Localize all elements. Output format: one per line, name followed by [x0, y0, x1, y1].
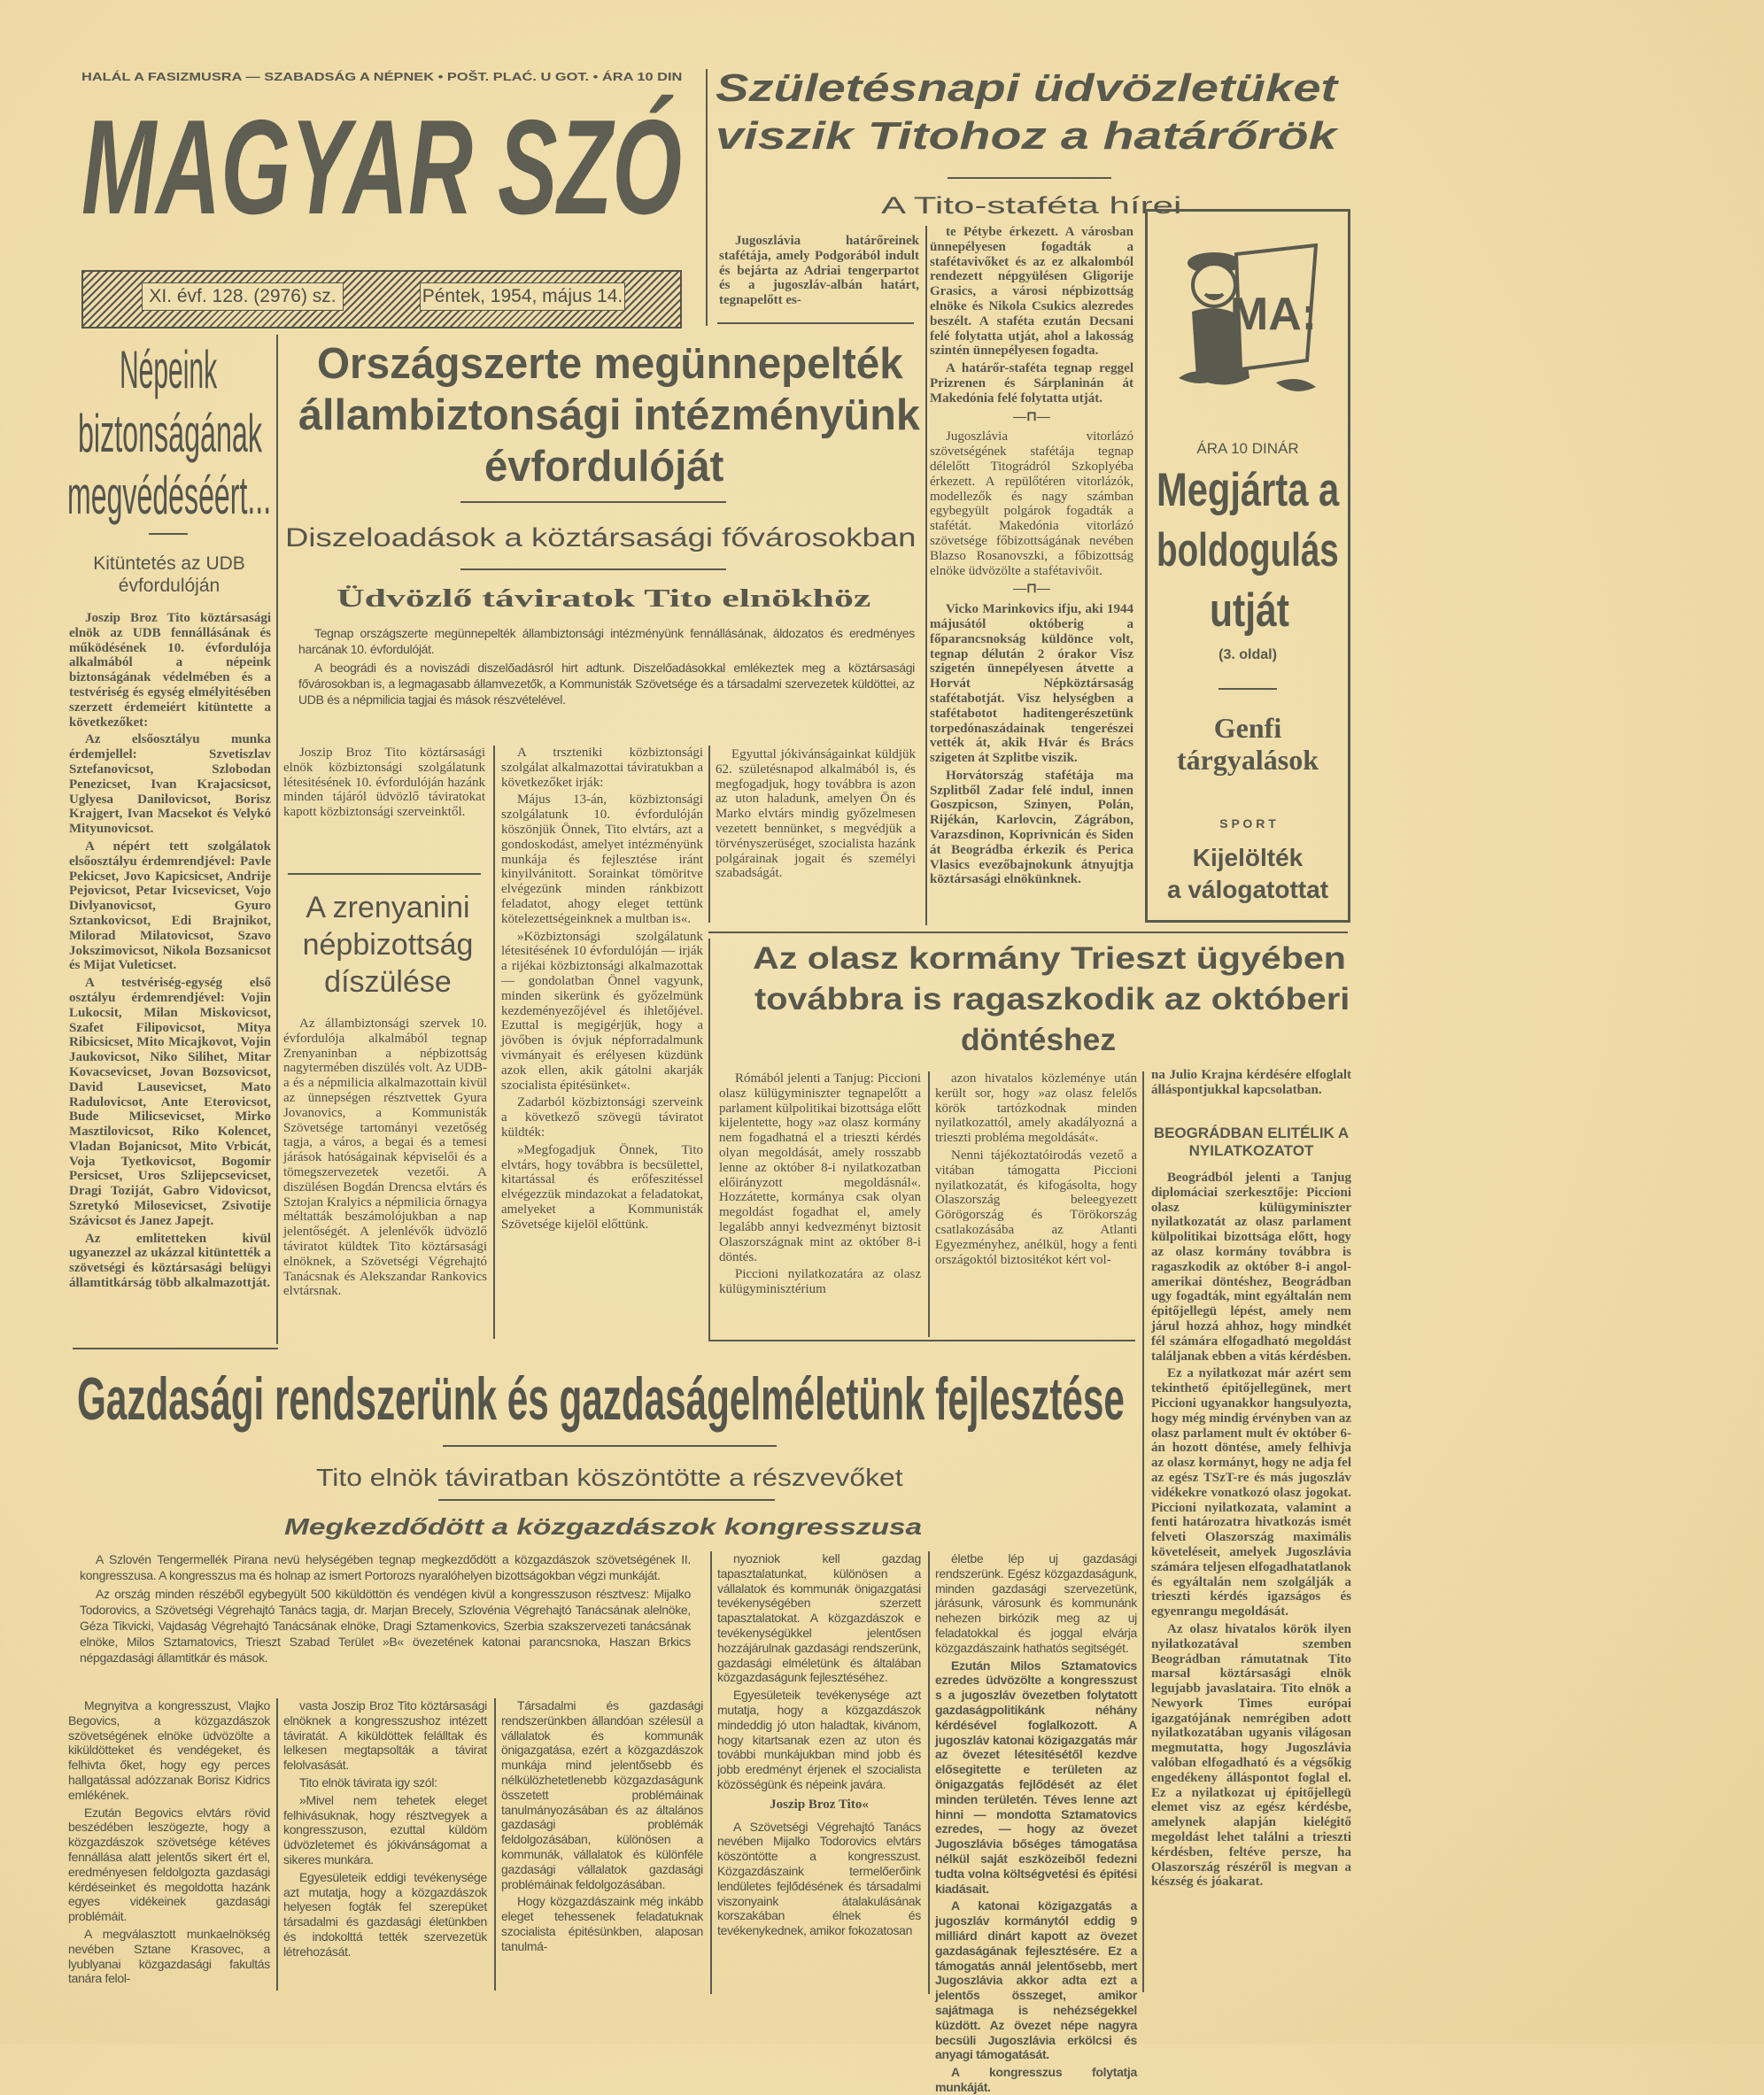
econ-col2: [283, 1698, 487, 1991]
divider: [149, 533, 188, 535]
divider: [438, 1499, 775, 1501]
econ-col1: [68, 1698, 270, 1991]
top-subhead: A Tito-staféta hírei: [881, 192, 1182, 219]
paragraph: A trszteniki közbiztonsági szolgálat alkalmazottai táviratukban a következőket irják:: [501, 746, 703, 790]
stafeta-col2: [930, 225, 1133, 924]
awards-article: [69, 611, 271, 1342]
column-rule: [928, 1551, 930, 1994]
paragraph: Tegnap országszerte megünnepelték állambiztonsági intézményünk fennállásának, áldozatos és eredményes harcának 10. évfordulóját.: [298, 626, 915, 656]
column-rule: [494, 1698, 496, 1991]
sport-section-label: S P O R T: [1219, 816, 1276, 831]
paragraph: Az emlitetteken kivül ugyanezzel az ukázzal kitüntették a szövetségi és köztársasági belügyi államtitkárság több alkalmazottját.: [69, 1231, 271, 1291]
paragraph: azon hivatalos közleménye után került sor, hogy »az olasz felelős körök tartózkodnak minden nyilatkozattól, amely akadályozná a trieszti probléma megoldását«.: [935, 1071, 1137, 1146]
paragraph: Az ország minden részéből egybegyült 500 kiküldöttön és vendégen kivül a kongresszuson résztvesz: Mijalko Todorovics, a Szövetségi Végrehajtó Tanács tagja, dr. Marjan Brecely, Szlovénia Végrehajtó Tanácsának alelnöke, Géza Tikvicki, Vajdaság Végrehajtó Tanácsának elnöke, Dragi Sztamenkovics, Szerbia szakszervezeti tanácsának elnöke, Milos Sztamatovics, Trieszt Szabad Terület »B« övezetének katonai parancsnoka, Haszan Brkics népgazdasági államtitkár és mások.: [80, 1587, 691, 1665]
paragraph: A testvériség-egység első osztályu érdemrendjével: Vojin Lukocsit, Milan Miskovicsot, Szafet Filipovicsot, Mitya Ribicsicset, Mito Micajkovot, Vojin Jaukovicsot, Niko Silihet, Mitar Kovacsevicset, Jovan Bozsovicsot, David Lausevicset, Mato Radulovicsot, Ante Eterovicsot, Bude Milicsevicset, Mirko Masztilovicsot, Riko Kolencet, Vladan Bojanicsot, Mito Vrbicát, Voja Tyetkovicsot, Bogomir Persicset, Uros Szlijepcsevicset, Dragi Toziját, Gabro Vidovicsot, Szretykó Milosevicset, Zsivotije Szávicsot és Janez Japejt.: [69, 976, 271, 1228]
today-box: [1145, 209, 1350, 923]
paragraph: nyozniok kell gazdag tapasztalatunkat, különösen a vállalatok és kommunák önigazgatási tevékenységében szerzett tapasztalatokat. A közgazdászok e tevékenységükkel jelentősen hozzájárulnak gazdasági rendszerünk, gazdasági elméletünk és általában közgazdaságunk fejlesztéséhez.: [717, 1551, 921, 1685]
paragraph: Jugoszlávia határőreinek stafétája, amely Podgorából indult és bejárta az Adriai tengerpartot és a jugoszláv-albán határt, tegnapelőtt es-: [719, 234, 919, 308]
paragraph: Ezután Milos Sztamatovics ezredes üdvözölte a kongresszust s a jugoszláv övezetben folytatott gazdaságpolitikánk néhány kérdésével foglalkozott. A jugoszláv katonai közigazgatás már az övezet létesitésétől kezdve elősegitette e területen az önigazgatás fejlődését az élet minden területén. Téves lenne azt hinni — mondotta Sztamatovics ezredes, — hogy az övezet Jugoszlávia bőséges támogatása nélkül saját eszközeiből fedezni tudta volna költségvetési és épitési kiadásait.: [935, 1658, 1137, 1896]
telegrams-col-b: [501, 746, 703, 1337]
divider: [708, 932, 1348, 933]
divider: [443, 1445, 777, 1447]
paragraph: A katonai közigazgatás a jugoszláv kormánytól eddig 9 milliárd dinárt kapott az övezet gazdaságának fejlesztésére. Ez a támogatás annál jelentősebb, mert Jugoszlávia akkor adta ezt a jelentős összeget, amikor sajátmaga is nehézségekkel küzdött. Az övezet népe nagyra becsüli Jugoszlávia erkölcsi és anyagi támogatását.: [935, 1898, 1137, 2062]
newspaper-logo: MAGYAR SZÓ: [81, 92, 682, 243]
main-subhead: Diszeloadások a köztársasági fővárosokban: [285, 523, 917, 553]
ad-headline-line1: Megjárta a: [1157, 464, 1340, 516]
page-reference: (3. oldal): [1219, 647, 1277, 662]
left-headline-line2: biztonságának: [78, 404, 262, 463]
paragraph: Tito elnök távirata igy szól:: [299, 1774, 437, 1790]
ad-headline-line3: utját: [1210, 584, 1289, 637]
main-subhead2: Üdvözlő táviratok Tito elnökhöz: [337, 585, 871, 613]
divider: [948, 177, 1111, 179]
paragraph: Vicko Marinkovics ifju, aki 1944 májusától októberig a főparancsnokság küldönce volt, tegnap délután 2 órakor Visz szigetén ünnepélyesen átvette a Horvát Népköztársaság stafétabotját. Visz helységben a stafétabotot haditengerészetünk torpedónaszádainak tengerészei vették át, akik Hvár és Brács szigeten át Szplitbe viszik.: [930, 602, 1133, 766]
paragraph: Május 13-án, közbiztonsági szolgálatunk 10. évfordulóján köszönjük Önnek, Tito elvtárs, azt a gondoskodást, amelyet intézményünk munkája és fejlesztése iránt kinyilvánitott. Sorainkat tömöritve elvégezünk minden ránkbizott feladatot, ahogy eleget tettünk kötelezettségeinknek a multban is«.: [501, 792, 703, 926]
ad-headline-line2: boldogulás: [1157, 524, 1339, 576]
paragraph: Beográdból jelenti a Tanjug diplomáciai szerkesztője: Piccioni olasz külügyminiszter nyilatkozatát az olasz parlament külpolitikai bizottsága előtt, hogy az olasz kormány továbbra is ragaszkodik az október 8-i angol-amerikai döntéshez, Beográdban ugy fogadták, mint egyáltalán nem épitőjellegü lépést, amely nem járul hozzá ahhoz, hogy mindkét fél számára elfogadható megoldást találjanak ebben a vitás kérdésben.: [1151, 1171, 1351, 1364]
left-headline-line3: megvédéséért...: [67, 466, 272, 525]
paragraph: te Pétybe érkezett. A városban ünnepélyesen fogadták a stafétavivőket és az ez alkalomból rendezett népgyülésen Gligorije Grasics, a városi népbizottság elnöke és Nikola Csukics alezredes beszélt. A staféta ezután Decsani felé folytatta utját, ahol a lakosság szintén ünnepélyesen fogadta.: [930, 225, 1133, 359]
trieste-col1: [719, 1071, 921, 1334]
divider: [460, 501, 726, 503]
column-rule: [708, 746, 710, 923]
paragraph: A Szövetségi Végrehajtó Tanács nevében Mijalko Todorovics elvtárs köszöntötte a kongresszust. Közgazdászaink termelőerőink lendületes fejlődésének és társadalmi viszonyaink átalakulásának korszakában élnek és tevékenykednek, amikor fokozatosan: [717, 1819, 921, 1938]
paragraph: Rómából jelenti a Tanjug: Piccioni olasz külügyminiszter tegnapelőtt a parlament külpolitikai bizottsága előtt kijelentette, hogy »az olasz kormány nem fogadhatná el a trieszti kérdés olyan megoldását, amely rosszabb lenne az október 8-i nyilatkozatban előirányzott megoldásnál«. Hozzátette, kormánya csak olyan megoldást fogadhat el, amely legalább annyi kedvezményt biztosit Olaszországnak mint az október 8-i döntés.: [719, 1071, 921, 1264]
column-rule: [493, 746, 495, 1339]
right-col-top: [1151, 1068, 1351, 1119]
paragraph: Ez a nyilatkozat már azért sem tekinthető épitőjellegünek, mert Piccioni ugyanakkor hangsulyozta, hogy még mindig érvényben van az olasz parlament mult év október 6-án hozott döntése, amely felhivja az olasz kormányt, hogy ne adja fel az egész TSzT-re és más jugoszláv vidékekre vonatkozó olasz jogokat. Piccioni nyilatkozata, valamint a fenti határozatra hivatkozás ismét felveti Olaszország maximális követeléseit, amelyek Jugoszlávia számára teljesen elfogadhatatlanok és egyáltalán nem szolgálják a trieszti kérdés igazságos és egyenrangu megoldását.: [1151, 1366, 1351, 1620]
newsboy-cartoon-icon: [1174, 228, 1325, 405]
econ-subhead2: Megkezdődött a közgazdászok kongresszusa: [284, 1513, 923, 1540]
column-rule: [708, 939, 710, 1341]
zrenyanin-headline: A zrenyanini népbizottság díszülése: [302, 891, 474, 999]
paragraph: Az olasz hivatalos körök ilyen nyilatkozatával szemben Beográdban rámutatnak Tito marsal köztársasági elnök legujabb javaslataira. Tito elnök a Newyork Times európai igazgatójának nemrégiben adott nyilatkozatában ugyanis világosan megmutatta, hogy Jugoszlávia valóban elfogadható és a végsőkig engedékeny álláspontot foglal el. Ez a nyilatkozat uj épitőjellegü elemet visz az egész kérdésbe, amelynek alapján kielégitő megoldást lehet találni a trieszti kérdésben, feltéve persze, ha Olaszország részéről is megvan a készség és jóakarat.: [1151, 1621, 1351, 1890]
issue-bar: [81, 270, 682, 329]
issue-number: XI. évf. 128. (2976) sz.: [142, 282, 344, 311]
divider: [73, 1348, 278, 1349]
paragraph: A beográdi és a noviszádi diszelőadásról hirt adtunk. Diszelőadásokkal emlékeztek meg a köztársasági fővárosokban is, a legmagasabb államvezetők, a Kommunisták Szövetsége és a társadalmi szervezetek küldöttei, az UDB és a népmilicia tagjai és mások részvételével.: [298, 661, 915, 707]
top-headline-line1: Születésnapi üdvözletüket: [716, 66, 1338, 110]
left-headline-line1: Népeink: [120, 340, 218, 399]
paragraph: A határőr-staféta tegnap reggel Prizrenen és Sárplaninán át Makedónia felé folytatta utját.: [930, 361, 1133, 406]
divider: [708, 1340, 1135, 1341]
sport-headline: Kijelölték a válogatottat: [1166, 844, 1329, 903]
paragraph: na Julio Krajna kérdésére elfoglalt álláspontjukkal kapcsolatban.: [1151, 1068, 1351, 1097]
paragraph: Az állambiztonsági szervek 10. évfordulója alkalmából tegnap Zrenyaninban a népbizottság nagytermében diszülés volt. Az UDB-a és a népmilicia alkalmazottain kivül az ünnepségen résztvettek Gyura Jovanovics, a Kommunisták Szövetsége tartományi vezetőség tagja, a város, a begai és a temesi járások hatóságainak képviselői és a tömegszervezetek vezetői. A diszülésen Bogdán Drencsa elvtárs és Sztojan Kralyics a népmilicia őrnagya méltatták beszámolójukban a nap jelentőségét. A jelenlévők üdvözlő táviratot küldtek Tito köztársasági elnöknek, a Szövetségi Végrehajtó Tanácsnak és Alekszandar Rankovics elvtársnak.: [283, 1017, 487, 1299]
separator: —⊓—: [1013, 409, 1050, 424]
column-rule: [276, 1698, 278, 1991]
paragraph: Zadarból közbiztonsági szerveink a következő szövegü táviratot küldték:: [501, 1095, 703, 1140]
divider: [460, 568, 726, 570]
sign-text: MA:: [1229, 289, 1318, 340]
paragraph: életbe lép uj gazdasági rendszerünk. Egész közgazdaságunk, minden gazdasági szervezetünk, járásunk, városunk és kommunánk nehezen birkózik meg az uj feladatokkal és joggal elvárja közgazdászaink hathatós segitségét.: [935, 1551, 1137, 1655]
paragraph: Piccioni nyilatkozatára az olasz külügyminisztérium: [719, 1267, 921, 1297]
paragraph: Egyesületeik eddigi tevékenysége azt mutatja, hogy a közgazdászok helyesen fogták fel szerepüket társadalmi és gazdasági életünkben és indokolttá tették szervezetük létrehozását.: [283, 1869, 487, 1959]
main-headline-line1: Országszerte megünnepelték: [317, 340, 903, 388]
paragraph: Társadalmi és gazdasági rendszerünkben állandóan szélesül a vállalatok és kommunák önigazgatása, ezért a közgazdászok munkája mind jelentősebb és nélkülözhetetlenebb közgazdaságunk összetett problémáinak tanulmányozásában és az általános gazdasági problémák feldolgozásában, különösen a kommunák, vállalatok és különféle gazdasági vállalatok gazdasági problémáinak feldolgozásában.: [501, 1698, 703, 1891]
paragraph: Horvátország stafétája ma Szplitből Zadar felé indul, innen Goszpicson, Szinyen, Polán, Rijékán, Karlovcin, Zágrábon, Varazsdinon, Koprivnicán és Siden át Beográdba érkezik és Perica Vlasics evezőbajnokunk átnyujtja köztársasági elnökünknek.: [930, 768, 1133, 887]
telegrams-col-c: [716, 747, 916, 921]
price-label: ÁRA 10 DINÁR: [1196, 440, 1299, 457]
left-subhead: Kitüntetés az UDB évfordulóján: [93, 553, 245, 596]
paragraph: Joszip Broz Tito köztársasági elnök az UDB fennállásának és működésének 10. évfordulója alkalmából a népeink biztonságának védelmében és a testvériség és egység elmélyitésében szerzett érdemeiért kitüntette a következőket:: [69, 611, 271, 730]
trieste-headline-line3: döntéshez: [961, 1023, 1117, 1057]
econ-col3: [501, 1698, 703, 1991]
paragraph: Egyuttal jókivánságainkat küldjük 62. születésnapod alkalmából is, és megfogadjuk, hogy továbbra is azon az uton haladunk, amelyen Ön és Marko elvtárs mindig győzelmesen vezetett bennünket, s megvédjük a törvényszerüséget, szocialista hazánk polgárainak jogait és személyi szabadságát.: [716, 747, 916, 881]
tito-telegrams-col: [283, 746, 485, 861]
divider: [288, 873, 481, 875]
econ-headline: Gazdasági rendszerünk és gazdaságelméletünk fejlesztése: [77, 1365, 1125, 1433]
paragraph: Egyesületeik tevékenysége azt mutatja, hogy a közgazdászok mindeddig jó uton haladtak, kivánom, hogy kitartsanak ezen az uton és további munkájukban mind jobb és jobb eredményt érjenek el szocialista közösségünk és népeink javára.: [717, 1688, 921, 1791]
econ-subhead: Tito elnök táviratban köszöntötte a részvevőket: [316, 1464, 903, 1491]
econ-col4: [717, 1551, 921, 1992]
paragraph: A megválasztott munkaelnökség nevében Sztane Krasovec, a lyublyanai közgazdasági fakultás tanára felol-: [68, 1926, 270, 1986]
issue-date: Péntek, 1954, május 14.: [420, 282, 625, 311]
divider: [1219, 688, 1277, 690]
paragraph: A kongresszus folytatja munkáját.: [935, 2065, 1137, 2094]
paragraph: Az elsőosztályu munka érdemjellel: Szvetiszlav Sztefanovicsot, Szlobodan Penezicset, Ivan Krajacsicsot, Uglyesa Danilovicsot, Borisz Krajgert, Ivan Macsekot és Velykó Mityunovicsot.: [69, 732, 271, 837]
column-rule: [276, 335, 278, 1344]
paragraph: Joszip Broz Tito köztársasági elnök közbiztonsági szolgálatunk létesitésének 10. évfordulóján hazánk minden tájáról üdvözlő táviratokat kapott közbiztonsági szerveinktől.: [283, 746, 485, 820]
main-intro: [298, 625, 915, 735]
divider: [717, 322, 914, 324]
paragraph: Megnyitva a kongresszust, Vlajko Begovics, a közgazdászok szövetségének elnöke üdvözölte a kiküldötteket és vendégeket, és felhivta őket, hogy egy perces hallgatással adózzanak Borisz Kidrics emlékének.: [68, 1698, 270, 1802]
top-headline-line2: viszik Titohoz a határőrök: [716, 114, 1337, 158]
masthead-slogan: HALÁL A FASIZMUSRA — SZABADSÁG A NÉPNEK • POŠT. PLAĆ. U GOT. • ÁRA 10 DIN: [81, 70, 683, 83]
zrenyanin-article: [283, 1017, 487, 1335]
belgrade-headline: BEOGRÁDBAN ELITÉLIK A NYILATKOZATOT: [1153, 1125, 1350, 1159]
trieste-col2: [935, 1071, 1137, 1334]
separator: —⊓—: [1013, 582, 1050, 597]
column-rule: [928, 1071, 930, 1337]
main-headline-line2: állambiztonsági intézményünk: [298, 391, 920, 439]
paragraph: Jugoszlávia vitorlázó szövetségének stafétája tegnap délelőtt Titográdról Szkoplyéba érkezett. A repülőtéren vitorlázók, modellezők és nagy számban egybegyült polgárok fogadták a stafétát. Makedónia vitorlázó szövetsége főbizottságának nevében Blazso Rosanovszki, a főbizottság elnöke üdvözölte a stafétavivőit.: [930, 429, 1133, 578]
trieste-headline-line2: továbbra is ragaszkodik az októberi: [754, 982, 1350, 1017]
paragraph: A népért tett szolgálatok elsőosztályu érdemrendjével: Pavle Pekicset, Jovo Kapicsicset, Andrije Pejovicsot, Petar Ivicsevicset, Vojo Divlyanovicsot, Gyuro Sztankovicsot, Edi Brajnikot, Milorad Milatovicsot, Szavo Jokszimovicsot, Nikola Bozsanicsot és Mijat Vuleticset.: [69, 839, 271, 973]
paragraph: A Szlovén Tengermellék Pirana nevü helységében tegnap megkezdődött a közgazdászok szövetségének II. kongresszusa. A kongresszus ma és holnap az ismert Portorozs nyaralóhelyen bizottságokban végzi munkáját.: [80, 1552, 691, 1582]
paragraph: »Mivel nem tehetek eleget felhivásuknak, hogy résztvegyek a kongresszuson, ezuttal küldöm üdvözletemet és jókivánságomat a sikeres munkára.: [283, 1792, 487, 1867]
econ-intro: [80, 1551, 691, 1684]
column-rule: [710, 1551, 712, 1994]
econ-col5: [935, 1551, 1137, 2094]
paragraph: Nenni tájékoztatóirodás vezető a vitában támogatta Piccioni nyilatkozatát, és kifogásolta, hogy Olaszország beleegyezett Görögország és Törökország csatlakozásába az Atlanti Egyezményhez, anélkül, hogy a fenti országoktól biztositékot kért vol-: [935, 1148, 1137, 1267]
paragraph: vasta Joszip Broz Tito köztársasági elnöknek a kongresszushoz intézett táviratát. A kiküldöttek felálltak és lelkesen megtapsolták a távirat felolvasását.: [283, 1698, 487, 1773]
signature: Joszip Broz Tito«: [770, 1797, 869, 1812]
paragraph: Hogy közgazdászaink még inkább eleget tehessenek feladatuknak szocialista épitésünkben, alaposan tanulmá-: [501, 1894, 703, 1953]
geneva-talks: Genfi tárgyalások: [1177, 712, 1319, 776]
paragraph: Ezután Begovics elvtárs rövid beszédében leszögezte, hogy a közgazdászok szövetsége kétéves fennállása alatt jelentős sikert ért el, eredményesen feldolgozta gazdasági kérdéseinket és megoldotta hazánk egyes vidékeinek gazdasági problémáit.: [68, 1805, 270, 1924]
stafeta-col1: [719, 234, 919, 308]
paragraph: »Megfogadjuk Önnek, Tito elvtárs, hogy továbbra is becsülettel, kitartással és erőfeszitéssel elvégezzük mindazokat a feladatokat, amelyeket a Kommunisták Szövetsége kijelöl előttünk.: [501, 1142, 703, 1232]
column-rule: [706, 69, 708, 326]
trieste-headline-line1: Az olasz kormány Trieszt ügyében: [753, 941, 1346, 976]
main-headline-line3: évfordulóját: [484, 443, 724, 491]
column-rule: [1142, 1071, 1144, 1992]
paragraph: »Közbiztonsági szolgálatunk létesitésének 10 évfordulóján — irják a rijékai közbiztonsági alkalmazottak — gondolatban Önnel vagyunk, minden sikerünk és győzelmünk kezdeményezőjével és ihletőjével. Ezuttal is megigérjük, hogy a jövőben is óvjuk népforradalmunk vivmányait és erélyesen küzdünk azok ellen, akik gátolni akarják szocialista épitésünket«.: [501, 929, 703, 1093]
belgrade-article: [1151, 1171, 1351, 1994]
column-rule: [925, 226, 927, 925]
